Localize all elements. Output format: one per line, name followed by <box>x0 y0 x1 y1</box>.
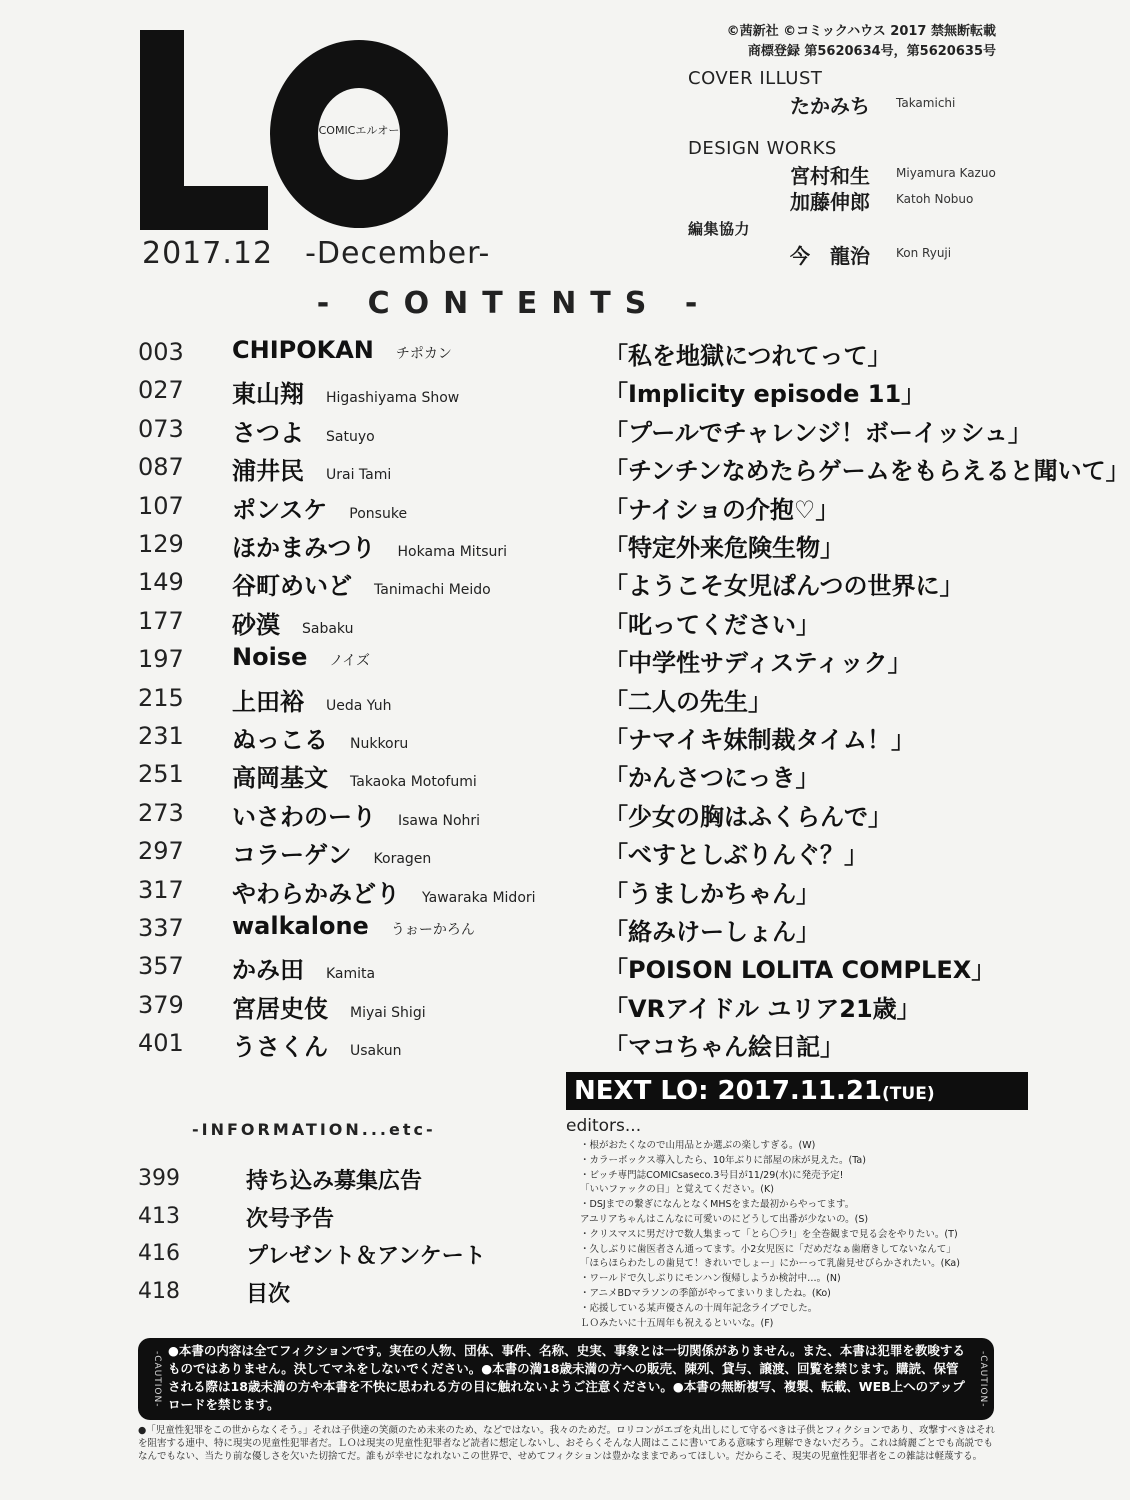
toc-author-roman: Usakun <box>350 1043 402 1060</box>
information-row <box>0 1200 560 1236</box>
information-label: 次号予告 <box>246 1206 335 1232</box>
toc-author-name: Noise <box>232 643 308 672</box>
toc-author-roman: Tanimachi Meido <box>374 582 491 599</box>
toc-row <box>0 372 1028 410</box>
toc-row <box>0 488 1028 526</box>
toc-author-roman: チポカン <box>395 346 452 362</box>
toc-author-roman: Nukkoru <box>350 736 409 752</box>
next-issue-date: NEXT LO: 2017.11.21 <box>574 1076 883 1106</box>
editor-note: 「いいファックの日」と覚えてください。(K) <box>580 1184 774 1196</box>
toc-story-title: 「マコちゃん絵日記」 <box>604 1033 844 1062</box>
toc-row <box>0 526 1028 564</box>
toc-author <box>232 528 507 563</box>
toc-author <box>232 451 391 486</box>
toc-author-roman: Koragen <box>373 851 432 868</box>
toc-author-roman: うぉーかろん <box>390 922 475 938</box>
toc-author <box>232 413 375 448</box>
toc-row <box>0 756 1028 794</box>
toc-author-roman: Satuyo <box>326 428 375 445</box>
toc-story-title: 「私を地獄につれてって」 <box>604 342 892 370</box>
information-heading: -INFORMATION...etc- <box>192 1120 436 1139</box>
toc-author <box>232 874 536 909</box>
designer-name: 宮村和生 <box>790 164 870 188</box>
editorial-cooperation-label: 編集協力 <box>688 220 751 238</box>
toc-story-title: 「うましかちゃん」 <box>604 879 820 908</box>
toc-story-title: 「POISON LOLITA COMPLEX」 <box>604 956 996 985</box>
toc-author-roman: Kamita <box>326 966 376 983</box>
editor-note: ＬＯみたいに十五周年も祝えるといいな。(F) <box>580 1317 774 1329</box>
information-page-number: 399 <box>138 1166 180 1191</box>
information-row <box>0 1275 560 1311</box>
toc-story-title: 「VRアイドル ユリア21歳」 <box>604 994 921 1023</box>
logo-letter-l-foot <box>140 186 268 230</box>
toc-page-number: 149 <box>138 568 184 597</box>
toc-row <box>0 872 1028 910</box>
cover-artist-name: たかみち <box>790 94 870 118</box>
toc-story-title: 「かんさつにっき」 <box>604 764 820 793</box>
information-label: 持ち込み募集広告 <box>246 1169 423 1194</box>
toc-page-number: 087 <box>138 453 184 482</box>
toc-author-roman: Miyai Shigi <box>350 1004 426 1021</box>
editor-note: ・久しぶりに歯医者さん通ってます。小2女児医に「だめだなぁ歯磨きしてないなんて」 <box>580 1243 956 1255</box>
cover-illust-label: COVER ILLUST <box>688 68 823 89</box>
toc-author-name: 宮居史伎 <box>232 994 328 1023</box>
toc-author-name: うさくん <box>232 1033 328 1062</box>
information-page-number: 413 <box>138 1203 180 1229</box>
information-page-number: 418 <box>138 1278 180 1304</box>
toc-author <box>232 643 370 671</box>
toc-page-number: 337 <box>138 914 184 942</box>
toc-page-number: 297 <box>138 837 184 866</box>
next-issue-weekday: (TUE) <box>882 1084 935 1104</box>
toc-story-title: 「ナマイキ妹制裁タイム！」 <box>604 726 916 754</box>
toc-story-title: 「二人の先生」 <box>604 687 772 716</box>
toc-author-roman: Sabaku <box>302 620 354 637</box>
toc-page-number: 317 <box>138 875 184 904</box>
caution-text: ●本書の内容は全てフィクションです。実在の人物、団体、事件、名称、史実、事象とは一切関係がありません。また、本書は犯罪を教唆するものではありません。決してマネをしないでください。●本書の満18歳未満の方への販売、陳列、貸与、譲渡、回覧を禁じます。購読、保管される際は18歳未満の方や本書を不快に思われる方の目に触れないようご注意ください。●本書の無断複写、複製、転載、WEB上へのアップロードを禁じます。 <box>168 1343 965 1412</box>
toc-row <box>0 987 1028 1025</box>
toc-author-name: さつよ <box>232 418 304 447</box>
toc-row <box>0 718 1028 756</box>
toc-author <box>232 758 477 793</box>
toc-page-number: 231 <box>138 722 184 750</box>
toc-author-roman: Higashiyama Show <box>326 390 460 407</box>
toc-page-number: 251 <box>138 760 184 789</box>
toc-story-title: 「プールでチャレンジ！ボーイッシュ」 <box>604 418 1032 447</box>
toc-author-roman: Ponsuke <box>349 505 408 522</box>
toc-author <box>232 336 452 364</box>
toc-author <box>232 950 375 985</box>
footnote: ●「児童性犯罪をこの世からなくそう。」それは子供達の笑顔のため未来のため、などではない。我々のためだ。ロリコンがエゴを丸出しにして守るべきは子供とフィクションであり、攻撃すべきはそれを阻害する連中、特に現実の児童性犯罪者だ。ＬＯは現実の児童性犯罪者など読者に想定しないし、おそらくそんな人間はここに書いてある意味すら理解できないだろう。これは綺麗ごとでも高説でもなんでもない、当たり前な優しさを欠いた切捨てだ。誰もが幸せになれないこの世界で、せめてフィクションは豊かなままであってほしい。だからこそ、現実の児童性犯罪者をこの雑誌は軽蔑する。 <box>138 1425 995 1462</box>
toc-story-title: 「べすとしぶりんぐ？」 <box>604 841 868 870</box>
toc-row <box>0 1025 1028 1063</box>
toc-author-name: 浦井民 <box>232 457 304 486</box>
toc-author-name: 高岡基文 <box>232 764 328 793</box>
toc-story-title: 「絡みけーしょん」 <box>604 918 820 946</box>
toc-row <box>0 641 1028 679</box>
toc-row <box>0 795 1028 833</box>
toc-author <box>232 797 480 832</box>
toc-story-title: 「ナイショの介抱♡」 <box>604 495 840 524</box>
editor-note: ・応援している某声優さんの十周年記念ライブでした。 <box>580 1302 818 1314</box>
toc-story-title: 「中学性サディスティック」 <box>604 649 912 678</box>
editor-note: ・アニメBDマラソンの季節がやってまいりましたね。(Ko) <box>580 1288 831 1299</box>
toc-author-roman: Yawaraka Midori <box>422 889 536 906</box>
toc-row <box>0 334 1028 372</box>
contents-heading: - CONTENTS - <box>316 286 712 321</box>
caution-side-label: -CAUTION- <box>978 1350 988 1408</box>
toc-row <box>0 948 1028 986</box>
toc-row <box>0 680 1028 718</box>
issue-date <box>142 236 490 271</box>
issue-number: 2017.12 <box>142 236 274 271</box>
toc-author <box>232 835 431 870</box>
toc-row <box>0 564 1028 602</box>
toc-page-number: 401 <box>138 1029 184 1058</box>
toc-author-name: 上田裕 <box>232 687 304 716</box>
toc-row <box>0 603 1028 641</box>
toc-author-roman: Ueda Yuh <box>326 697 392 714</box>
toc-author-name: いさわのーり <box>232 802 376 831</box>
toc-page-number: 379 <box>138 990 184 1019</box>
editor-note: 「ほらほらわたしの歯見て！きれいでしょー」にかーって乳歯見せびらかされたい。(Ka) <box>580 1258 960 1270</box>
information-label: プレゼント＆アンケート <box>246 1244 486 1269</box>
toc-page-number: 027 <box>138 376 184 405</box>
editors-heading: editors... <box>566 1116 642 1136</box>
cover-artist-roman: Takamichi <box>896 96 956 110</box>
toc-author-roman: Hokama Mitsuri <box>397 544 508 560</box>
information-row <box>0 1162 560 1198</box>
toc-author <box>232 989 426 1024</box>
toc-author-name: 谷町めいど <box>232 572 352 601</box>
toc-author-name: 砂漠 <box>232 610 280 639</box>
toc-author-name: 東山翔 <box>232 380 304 409</box>
copyright-line: ©茜新社 ©コミックハウス 2017 禁無断転載 <box>726 24 996 39</box>
toc-author-name: ほかまみつり <box>232 534 376 562</box>
toc-page-number: 003 <box>138 338 184 366</box>
toc-row <box>0 411 1032 449</box>
designer-roman: Miyamura Kazuo <box>896 166 996 180</box>
trademark-line: 商標登録 第5620634号，第5620635号 <box>747 44 996 59</box>
toc-story-title: 「叱ってください」 <box>604 610 820 639</box>
logo-subtitle: COMICエルオー <box>318 124 400 137</box>
next-issue-banner <box>566 1072 1028 1110</box>
toc-story-title: 「Implicity episode 11」 <box>604 380 926 409</box>
toc-author-name: ぬっこる <box>232 726 328 754</box>
information-row <box>0 1237 560 1273</box>
editor-note: ・ビッチ専門誌COMICsaseco.3号目が11/29(水)に発売予定! <box>580 1169 844 1181</box>
information-page-number: 416 <box>138 1241 180 1266</box>
toc-author <box>232 566 491 601</box>
toc-page-number: 129 <box>138 530 184 558</box>
editor-note: ・カラーボックス導入したら、10年ぶりに部屋の床が見えた。(Ta) <box>580 1154 866 1166</box>
toc-author <box>232 605 353 640</box>
information-label: 目次 <box>246 1281 291 1307</box>
toc-author <box>232 912 475 940</box>
toc-author-roman: Urai Tami <box>326 467 392 484</box>
editor-note: アユリアちゃんはこんなに可愛いのにどうして出番が少ないの。(S) <box>580 1214 869 1225</box>
caution-side-label: -CAUTION- <box>152 1350 162 1408</box>
toc-page-number: 177 <box>138 606 184 635</box>
toc-author-name: やわらかみどり <box>232 879 400 908</box>
toc-author <box>232 1027 402 1062</box>
toc-author-name: コラーゲン <box>232 841 352 870</box>
toc-row <box>0 910 1028 948</box>
editor-note: ・クリスマスに男だけで数人集まって「とら〇ラ!」を全巻観まで見る会をやりたい。(T) <box>580 1228 958 1240</box>
editor-note: ・ワールドで久しぶりにモンハン復帰しようか検討中…。(N) <box>580 1273 841 1285</box>
toc-page-number: 197 <box>138 645 184 674</box>
toc-story-title: 「少女の胸はふくらんで」 <box>604 802 892 831</box>
toc-story-title: 「特定外来危険生物」 <box>604 534 844 562</box>
toc-page-number: 107 <box>138 491 184 520</box>
toc-author-name: ポンスケ <box>232 495 328 524</box>
toc-story-title: 「ようこそ女児ぱんつの世界に」 <box>604 572 964 601</box>
editor-note: ・根がおたくなので山用品とか選ぶの楽しすぎる。(W) <box>580 1140 816 1151</box>
editor-name: 今 龍治 <box>790 244 870 268</box>
editor-note: ・DSJまでの繋ぎになんとなくMHSをまた最初からやってます。 <box>580 1199 855 1211</box>
toc-author <box>232 374 459 409</box>
caution-box <box>138 1338 994 1420</box>
toc-author-name: CHIPOKAN <box>232 336 374 364</box>
toc-author-roman: Isawa Nohri <box>398 812 481 829</box>
toc-author-name: かみ田 <box>232 956 304 985</box>
toc-row <box>0 833 1028 871</box>
toc-page-number: 357 <box>138 952 184 981</box>
toc-author <box>232 490 407 525</box>
toc-page-number: 073 <box>138 414 184 443</box>
designer-roman: Katoh Nobuo <box>896 192 974 206</box>
editor-roman: Kon Ryuji <box>896 246 952 260</box>
toc-page-number: 215 <box>138 683 184 712</box>
copyright-block <box>727 22 996 62</box>
toc-author <box>232 720 408 755</box>
toc-author-roman: ノイズ <box>329 653 370 670</box>
toc-author <box>232 682 391 717</box>
issue-month: -December- <box>305 236 491 271</box>
toc-author-name: walkalone <box>232 912 369 940</box>
toc-row <box>0 449 1130 487</box>
toc-author-roman: Takaoka Motofumi <box>350 774 477 791</box>
designer-name: 加藤伸郎 <box>790 190 870 214</box>
design-works-label: DESIGN WORKS <box>688 138 837 159</box>
toc-page-number: 273 <box>138 798 184 827</box>
toc-story-title: 「チンチンなめたらゲームをもらえると聞いて」 <box>604 457 1130 486</box>
